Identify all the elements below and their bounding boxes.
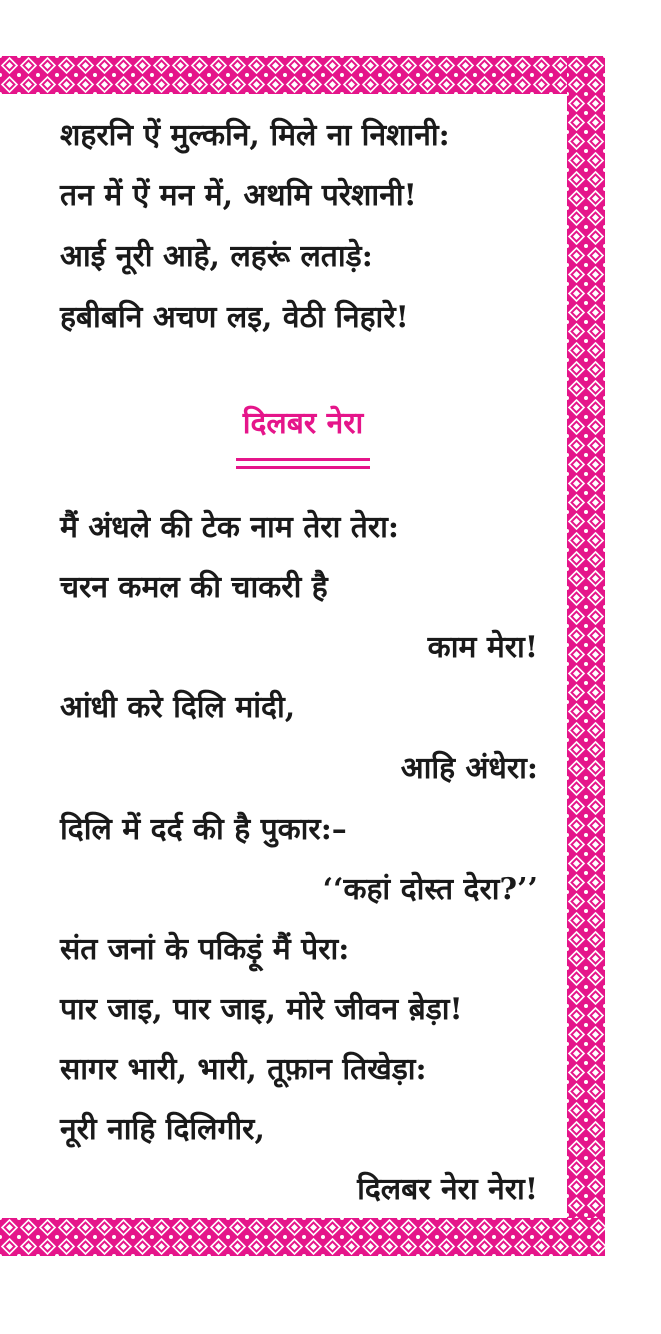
verse-line: दिलि में दर्द की है पुकार:– (60, 812, 347, 847)
verse-line: संत जनां के पकिड़ूं मैं पेरा: (60, 932, 350, 967)
verse-line-continuation: दिलबर नेरा नेरा! (357, 1172, 538, 1207)
verse-line: आंधी करे दिलि मांदी, (60, 690, 296, 725)
verse-line: आई नूरी आहे, लहरूं लताड़े: (60, 239, 373, 274)
verse-line: तन में ऐं मन में, अथमि परेशानी! (60, 178, 417, 213)
title-underline (236, 466, 370, 469)
decorative-border-right (567, 56, 605, 1256)
verse-line-continuation: ‘‘कहां दोस्त देरा?’’ (322, 872, 538, 907)
verse-line: मैं अंधले की टेक नाम तेरा तेरा: (60, 510, 399, 545)
verse-line: सागर भारी, भारी, तूफ़ान तिखेड़ा: (60, 1052, 427, 1087)
verse-line-continuation: आहि अंधेरा: (400, 751, 538, 786)
poem-title: दिलबर नेरा (242, 406, 364, 441)
verse-line: चरन कमल की चाकरी है (60, 570, 328, 605)
title-underline (236, 458, 370, 461)
verse-line: हबीबनि अचण लइ, वेठी निहारे! (60, 300, 409, 335)
verse-line: पार जाइ, पार जाइ, मोरे जीवन ब़ेड़ा! (60, 992, 463, 1027)
decorative-border-top (0, 56, 605, 94)
verse-line: नूरी नाहि दिलिगीर, (60, 1112, 265, 1147)
decorative-border-bottom (0, 1218, 605, 1256)
verse-line-continuation: काम मेरा! (427, 630, 538, 665)
verse-line: शहरनि ऐं मुल्कनि, मिले ना निशानी: (60, 118, 450, 153)
